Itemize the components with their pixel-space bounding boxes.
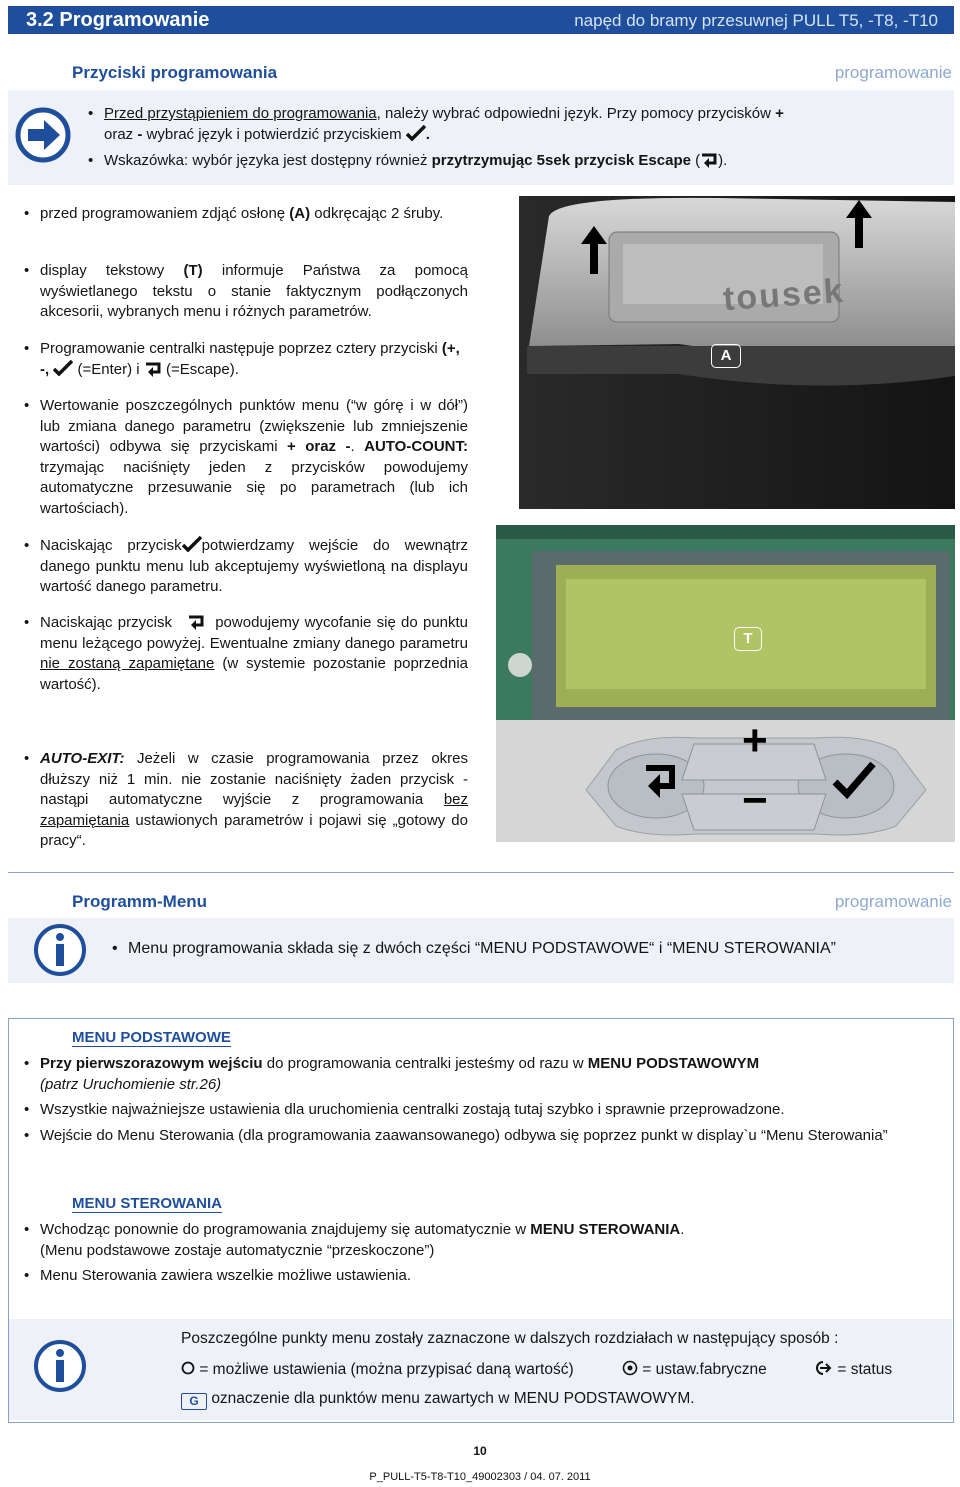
- para-display: • display tekstowy (T) informuje Państwa za pomocą wyświetlanego tekstu o stanie faktycznym podłączonych akcesorii, wybranych menu i różnych parametrów.: [40, 261, 468, 323]
- info-icon: [32, 1338, 88, 1394]
- check-icon: [832, 760, 876, 800]
- info-icon: [32, 922, 88, 978]
- page-number: 10: [473, 1444, 487, 1458]
- para-cover: • przed programowaniem zdjąć osłonę (A) odkręcając 2 śruby.: [40, 204, 468, 225]
- basic-menu-badge: G: [181, 1393, 207, 1410]
- control-bullet-1: • Wchodząc ponownie do programowania znajdujemy się automatycznie w MENU STEROWANIA. (Menu podstawowe zostaje automatycznie “przeskoczone”): [40, 1220, 920, 1261]
- note-bullet-hint: • Wskazówka: wybór języka jest dostępny również przytrzymując 5sek przycisk Escape ( ).: [104, 151, 924, 172]
- minus-key-label: −: [742, 776, 768, 825]
- arrow-up-icon: [846, 200, 872, 248]
- para-navigation: • Wertowanie poszczególnych punktów menu (“w górę i w dół”) lub zmiana danego parametru (zwiększenie lub zmniejszenie wartości) odbywa się przyciskami + oraz -. AUTO-COUNT: trzymając naciśnięty jeden z przycisków powodujemy automatyczne przesuwanie się po parametrach (lub ich wartościach).: [40, 396, 468, 520]
- basic-bullet-3: • Wejście do Menu Sterowania (dla programowania zaawansowanego) odbywa się poprzez punkt w display`u “Menu Sterowania”: [40, 1126, 920, 1147]
- menu-basic-heading: MENU PODSTAWOWE: [72, 1029, 231, 1046]
- note-bullet-language: • Przed przystąpieniem do programowania, należy wybrać odpowiedni język. Przy pomocy przycisków + oraz - wybrać język i potwierdzić przyciskiem .: [104, 104, 924, 145]
- header-bar: [8, 6, 954, 34]
- basic-bullet-2: • Wszystkie najważniejsze ustawienia dla uruchomienia centralki zostają tutaj szybko i sprawnie przeprowadzone.: [40, 1100, 920, 1121]
- divider: [8, 872, 954, 873]
- section-tag: programowanie: [834, 63, 952, 82]
- escape-icon: [144, 360, 162, 378]
- basic-bullet-1: • Przy pierwszorazowym wejściu do programowania centralki jesteśmy od razu w MENU PODSTAWOWYM (patrz Uruchomienie str.26): [40, 1054, 920, 1095]
- para-escape: • Naciskając przycisk powodujemy wycofanie się do punktu menu leżącego powyżej. Ewentualne zmiany danego parametru nie zostaną zapamiętane (w systemie pozostanie poprzednia wartość).: [40, 613, 468, 695]
- menu-control-heading: MENU STEROWANIA: [72, 1195, 222, 1212]
- legend-intro: Poszczególne punkty menu zostały zaznaczone w dalszych rozdziałach w następujący sposób :: [181, 1330, 839, 1347]
- plus-key-label: +: [742, 720, 768, 765]
- arrow-up-icon: [581, 226, 607, 274]
- label-a: A: [711, 344, 741, 368]
- para-auto-exit: • AUTO-EXIT: Jeżeli w czasie programowania przez okres dłuższy niż 1 min. nie zostanie naciśnięty żaden przycisk - nastąpi automatyczne wyjście z programowania bez zapamiętania ustawionych parametrów i pojawi się „gotowy do pracy“.: [40, 749, 468, 852]
- arrow-right-circle-icon: [14, 106, 72, 164]
- photo-display: [496, 525, 955, 745]
- check-icon: [182, 536, 202, 552]
- section-title-buttons: Przyciski programowania: [72, 63, 278, 82]
- photo-cover: [519, 196, 955, 509]
- section-tag: programowanie: [834, 892, 952, 911]
- menu-summary: • Menu programowania składa się z dwóch części “MENU PODSTAWOWE“ i “MENU STEROWANIA”: [128, 939, 928, 960]
- para-enter: • Naciskając przycisk potwierdzamy wejście do wewnątrz danego punktu menu lub akceptujemy wyświetloną na displayu wartość danego parametru.: [40, 536, 468, 598]
- para-buttons: • Programowanie centralki następuje poprzez cztery przyciski (+, -, (=Enter) i (=Escape).: [40, 339, 468, 380]
- factory-default-icon: [622, 1360, 638, 1376]
- escape-icon: [642, 760, 678, 800]
- document-title: napęd do bramy przesuwnej PULL T5, -T8, -T10: [574, 11, 938, 30]
- escape-icon: [700, 151, 718, 169]
- status-icon: [815, 1360, 833, 1376]
- escape-icon: [187, 613, 205, 631]
- label-t: T: [734, 627, 762, 651]
- check-icon: [53, 360, 73, 376]
- chapter-title: 3.2 Programowanie: [26, 9, 210, 31]
- photo-keypad: [496, 720, 955, 842]
- section-title-menu: Programm-Menu: [72, 892, 208, 911]
- legend-row: = możliwe ustawienia (można przypisać daną wartość) = ustaw.fabryczne = status: [181, 1360, 892, 1381]
- circle-open-icon: [181, 1361, 195, 1375]
- control-bullet-2: • Menu Sterowania zawiera wszelkie możliwe ustawienia.: [40, 1266, 920, 1287]
- legend-basic-menu: G oznaczenie dla punktów menu zawartych w MENU PODSTAWOWYM.: [181, 1389, 695, 1410]
- brand-logo: tousek: [721, 271, 846, 319]
- check-icon: [406, 125, 426, 141]
- document-code: P_PULL-T5-T8-T10_49002303 / 04. 07. 2011: [369, 1471, 591, 1483]
